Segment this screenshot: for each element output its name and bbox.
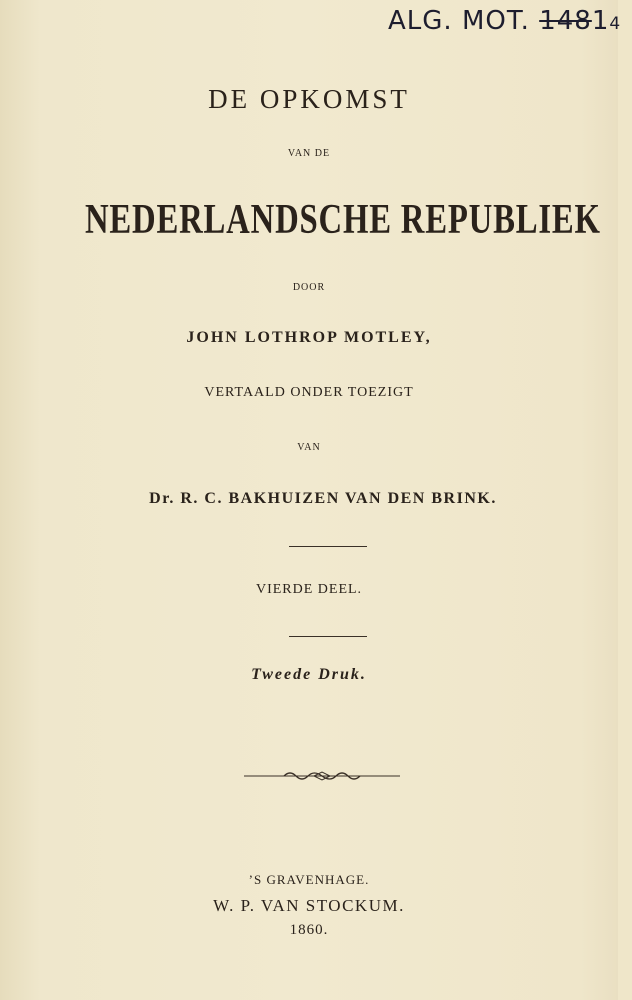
divider-rule-1 xyxy=(289,546,367,547)
author-name: JOHN LOTHROP MOTLEY, xyxy=(186,329,432,346)
handwritten-shelfmark xyxy=(388,6,621,36)
ornament-divider xyxy=(244,768,400,784)
shelfmark-number: 1 xyxy=(591,6,610,36)
translation-note: VERTAALD ONDER TOEZIGT xyxy=(204,385,414,400)
imprint-place: ’S GRAVENHAGE. xyxy=(248,872,370,887)
imprint-publisher: W. P. VAN STOCKUM. xyxy=(213,896,405,915)
volume-label: VIERDE DEEL. xyxy=(255,582,363,597)
translator-name: Dr. R. C. BAKHUIZEN VAN DEN BRINK. xyxy=(149,490,497,507)
main-title: NEDERLANDSCHE REPUBLIEK xyxy=(84,197,601,243)
shelfmark-text: ALG. MOT. xyxy=(388,6,530,36)
shelfmark-struck-number: 148 xyxy=(539,6,592,36)
of-label: VAN xyxy=(297,442,321,453)
divider-rule-2 xyxy=(289,636,367,637)
title-line-2: VAN DE xyxy=(287,148,331,159)
edition-label: Tweede Druk. xyxy=(251,666,367,683)
title-line-1: DE OPKOMST xyxy=(208,84,410,114)
shelfmark-suffix: 4 xyxy=(609,14,622,34)
by-label: DOOR xyxy=(292,282,326,293)
imprint-year: 1860. xyxy=(289,922,329,938)
